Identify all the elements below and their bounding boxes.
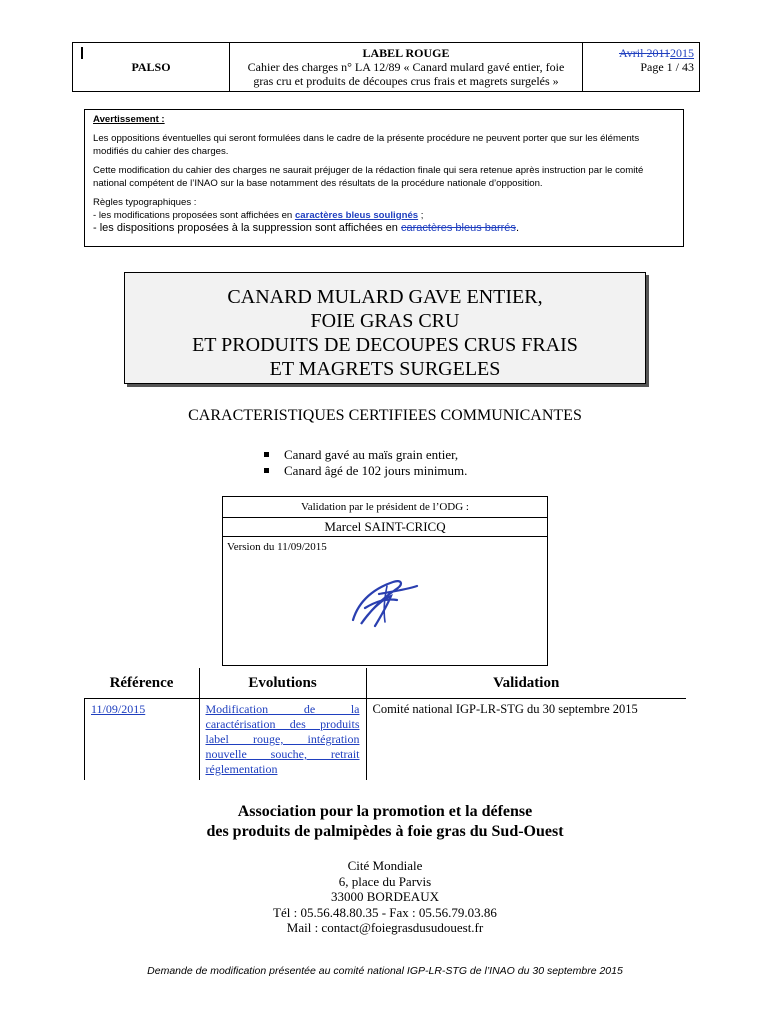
validation-cell: Comité national IGP-LR-STG du 30 septembre 2015: [372, 702, 638, 716]
evolutions-cell: Modification de la caractérisation des produits label rouge, intégration nouvelle souche, retrait réglementation: [199, 699, 366, 781]
association-line-2: des produits de palmipèdes à foie gras du Sud-Ouest: [206, 823, 564, 840]
signature-image: [335, 572, 425, 632]
header-date: [583, 46, 694, 60]
rule-2-suffix: .: [515, 222, 519, 234]
president-name: Marcel SAINT-CRICQ: [223, 518, 547, 537]
column-header-reference: Référence: [85, 668, 200, 699]
column-header-evolutions: Evolutions: [199, 668, 366, 699]
header-organization-cell: [73, 43, 230, 91]
date-new-year: 2015: [670, 46, 694, 60]
address-block: [0, 858, 770, 936]
rule-1-example: caractères bleus soulignés: [294, 210, 419, 221]
association-line-1: Association pour la promotion et la défense: [237, 803, 533, 820]
warning-box: [84, 109, 684, 247]
typography-rules: [93, 196, 675, 235]
email-line: Mail : contact@foiegrasdusudouest.fr: [286, 920, 484, 935]
rule-2-text: - les dispositions proposées à la suppression sont affichées en: [93, 222, 401, 234]
page-footer: Demande de modification présentée au comité national IGP-LR-STG de l’INAO du 30 septembre 2015: [147, 965, 623, 977]
table-row: [85, 699, 687, 781]
title-line-3: ET PRODUITS DE DECOUPES CRUS FRAIS: [192, 334, 578, 356]
rule-2-example: caractères bleus barrés: [400, 222, 516, 234]
characteristics-heading: CARACTERISTIQUES CERTIFIEES COMMUNICANTES: [188, 407, 582, 424]
characteristics-list: [262, 447, 467, 479]
association-name: [0, 802, 770, 842]
date-month: Avril: [618, 46, 647, 60]
address-line: Cité Mondiale: [347, 858, 423, 873]
rule-1-text: - les modifications proposées sont affichées en: [93, 210, 295, 221]
label-rouge-title: LABEL ROUGE: [362, 46, 450, 60]
title-line-4: ET MAGRETS SURGELES: [269, 358, 501, 380]
column-header-validation: Validation: [366, 668, 686, 699]
cahier-line-2: gras cru et produits de découpes crus frais et magrets surgelés »: [253, 74, 559, 88]
phone-fax-line: Tél : 05.56.48.80.35 - Fax : 05.56.79.03.86: [273, 904, 497, 920]
list-item: Canard âgé de 102 jours minimum.: [262, 463, 467, 479]
typography-rules-title: Règles typographiques :: [93, 197, 197, 208]
title-line-1: CANARD MULARD GAVE ENTIER,: [227, 286, 543, 308]
header-date-cell: [583, 43, 699, 91]
address-line: 6, place du Parvis: [338, 873, 432, 889]
header-specification-cell: [230, 43, 583, 91]
revision-table: [84, 668, 686, 780]
document-header: [72, 42, 700, 92]
date-old-year: 2011: [646, 46, 670, 60]
reference-cell: 11/09/2015: [85, 699, 200, 781]
change-bar-mark: [81, 47, 83, 59]
warning-paragraph-1: Les oppositions éventuelles qui seront formulées dans le cadre de la présente procédure ne peuvent porter que sur les éléments modifiés du cahier des charges.: [93, 133, 640, 157]
title-line-2: FOIE GRAS CRU: [310, 310, 460, 332]
warning-paragraph-2: Cette modification du cahier des charges ne saurait préjuger de la rédaction finale qui sera retenue après instruction par le comité national compétent de l’INAO sur la base notamment des résultats de la procédure nationale d’opposition.: [93, 165, 644, 189]
page-number: Page 1 / 43: [640, 60, 694, 74]
validation-label: Validation par le président de l’ODG :: [223, 497, 547, 518]
list-item: Canard gavé au maïs grain entier,: [262, 447, 467, 463]
rule-1-suffix: ;: [418, 210, 424, 221]
version-date: Version du 11/09/2015: [227, 541, 327, 553]
main-title-box: [124, 272, 646, 384]
address-line: 33000 BORDEAUX: [331, 889, 439, 904]
warning-title: Avertissement :: [93, 114, 165, 125]
cahier-line-1: Cahier des charges n° LA 12/89 « Canard mulard gavé entier, foie: [247, 60, 565, 74]
table-header-row: [85, 668, 687, 699]
organization-name: PALSO: [131, 59, 171, 74]
